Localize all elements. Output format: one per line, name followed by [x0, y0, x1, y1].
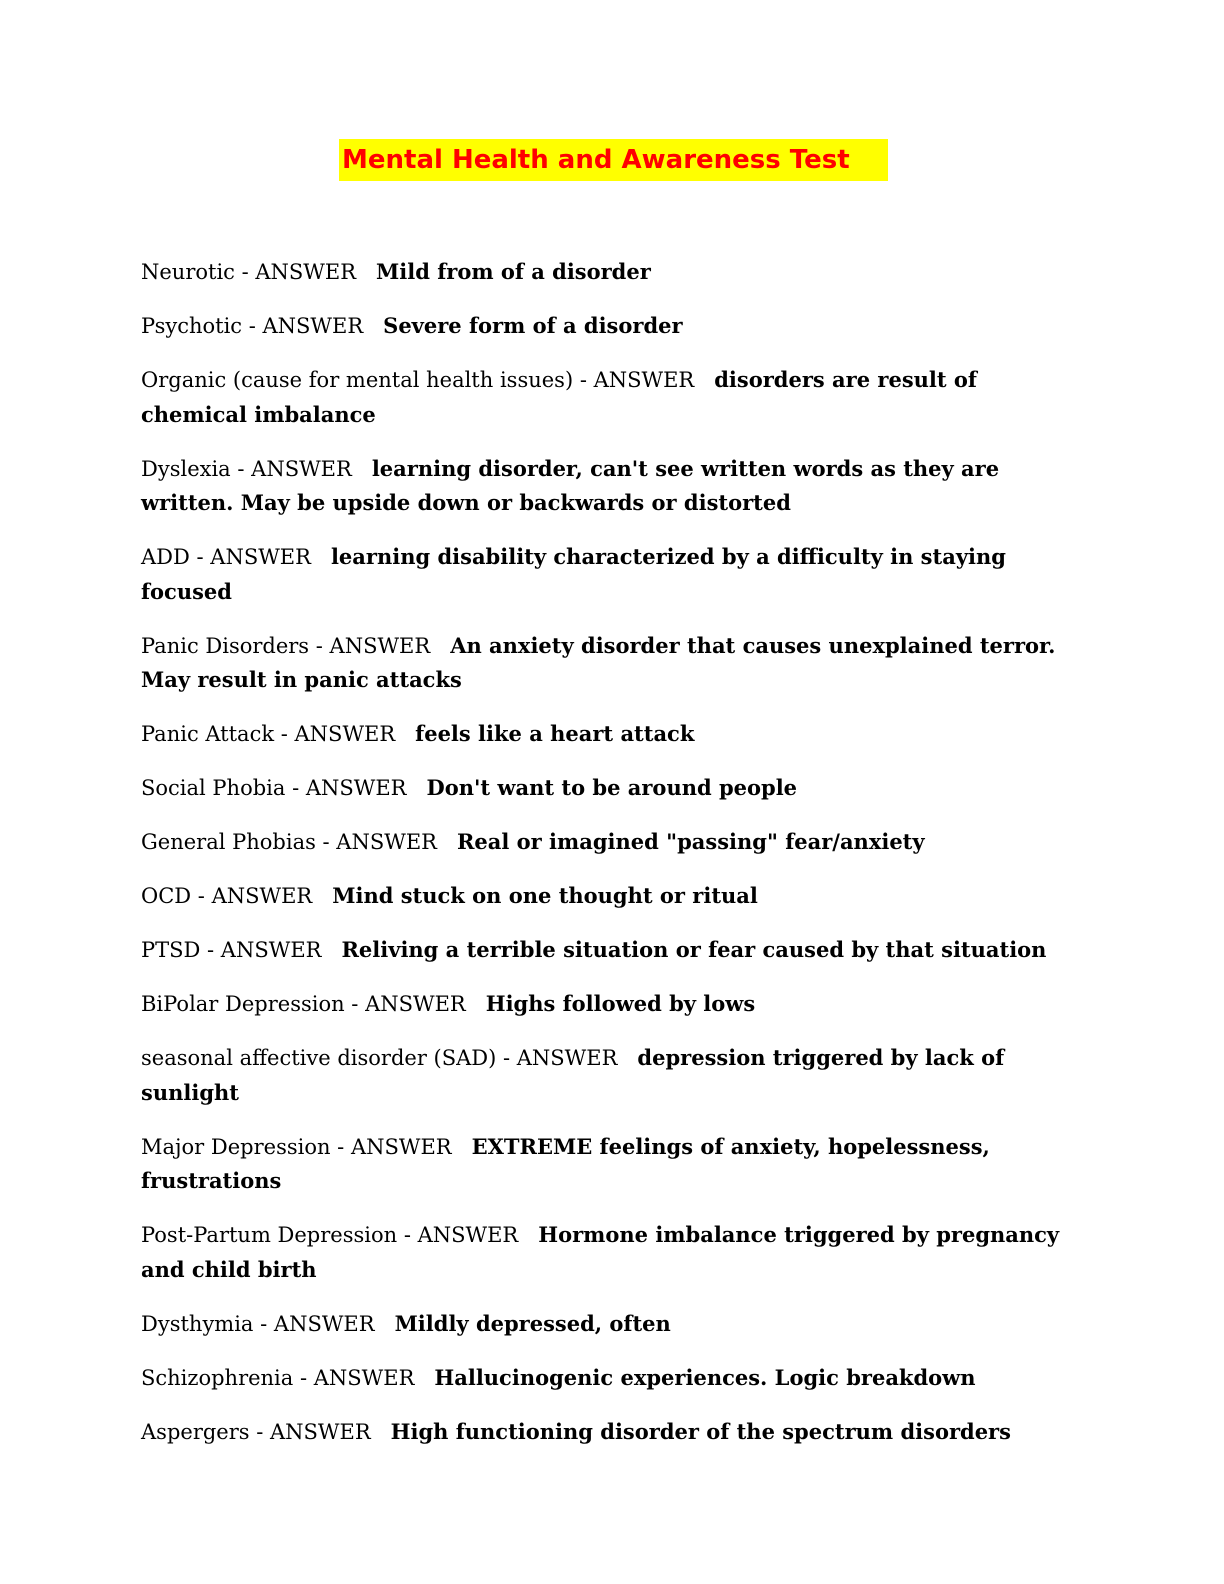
qa-term: Organic (cause for mental health issues) - ANSWER [141, 368, 695, 392]
qa-item [141, 1130, 1076, 1199]
qa-answer: Mild from of a disorder [376, 259, 651, 284]
qa-term: seasonal affective disorder (SAD) - ANSWER [141, 1046, 618, 1070]
qa-item [141, 825, 1076, 860]
qa-item [141, 771, 1076, 806]
qa-term: Psychotic - ANSWER [141, 314, 364, 338]
qa-answer: Reliving a terrible situation or fear caused by that situation [341, 937, 1047, 962]
qa-item [141, 309, 1076, 344]
qa-item [141, 1307, 1076, 1342]
qa-term: PTSD - ANSWER [141, 938, 322, 962]
qa-answer: Hallucinogenic experiences. Logic breakdown [434, 1364, 976, 1390]
qa-answer: Mind stuck on one thought or ritual [332, 883, 758, 908]
qa-answer: Hormone imbalance triggered by pregnancy and child birth [141, 1222, 1060, 1282]
qa-term: Dysthymia - ANSWER [141, 1311, 375, 1336]
qa-term: ADD - ANSWER [141, 545, 311, 569]
qa-item [141, 717, 1076, 752]
qa-answer: feels like a heart attack [415, 721, 695, 746]
qa-answer: learning disorder, can't see written words as they are written. May be upside down or backwards or distorted [141, 455, 1000, 515]
title-highlight [339, 139, 888, 181]
qa-term: Major Depression - ANSWER [141, 1134, 452, 1159]
qa-item [141, 987, 1076, 1022]
qa-term: Panic Disorders - ANSWER [141, 633, 431, 658]
qa-answer: Severe form of a disorder [383, 313, 683, 338]
qa-answer: An anxiety disorder that causes unexplained terror. May result in panic attacks [141, 632, 1056, 692]
qa-item [141, 933, 1076, 968]
qa-answer: Don't want to be around people [426, 775, 798, 800]
qa-term: BiPolar Depression - ANSWER [141, 992, 466, 1016]
qa-term: Aspergers - ANSWER [141, 1419, 371, 1444]
qa-answer: Real or imagined "passing" fear/anxiety [456, 829, 925, 854]
qa-answer: High functioning disorder of the spectrum disorders [390, 1418, 1011, 1444]
qa-answer: learning disability characterized by a difficulty in staying focused [141, 544, 1006, 604]
qa-list [141, 255, 1076, 1469]
qa-answer: Highs followed by lows [485, 991, 756, 1016]
qa-item [141, 1415, 1076, 1450]
page-title: Mental Health and Awareness Test [342, 145, 850, 175]
qa-item [141, 1218, 1076, 1287]
qa-term: Panic Attack - ANSWER [141, 722, 396, 746]
qa-item [141, 255, 1076, 290]
qa-answer: disorders are result of chemical imbalance [141, 367, 977, 427]
qa-term: Neurotic - ANSWER [141, 260, 357, 284]
qa-term: Dyslexia - ANSWER [141, 456, 352, 481]
qa-item [141, 1041, 1076, 1110]
qa-item [141, 1361, 1076, 1396]
qa-item [141, 363, 1076, 432]
qa-answer: depression triggered by lack of sunlight [141, 1045, 1005, 1105]
qa-item [141, 879, 1076, 914]
qa-term: OCD - ANSWER [141, 884, 313, 908]
qa-term: General Phobias - ANSWER [141, 830, 437, 854]
qa-term: Post-Partum Depression - ANSWER [141, 1223, 519, 1247]
qa-answer: EXTREME feelings of anxiety, hopelessness, frustrations [141, 1133, 990, 1193]
qa-term: Schizophrenia - ANSWER [141, 1365, 415, 1390]
qa-item [141, 629, 1076, 698]
qa-item [141, 540, 1076, 609]
qa-item [141, 452, 1076, 521]
qa-term: Social Phobia - ANSWER [141, 776, 407, 800]
qa-answer: Mildly depressed, often [394, 1310, 671, 1336]
